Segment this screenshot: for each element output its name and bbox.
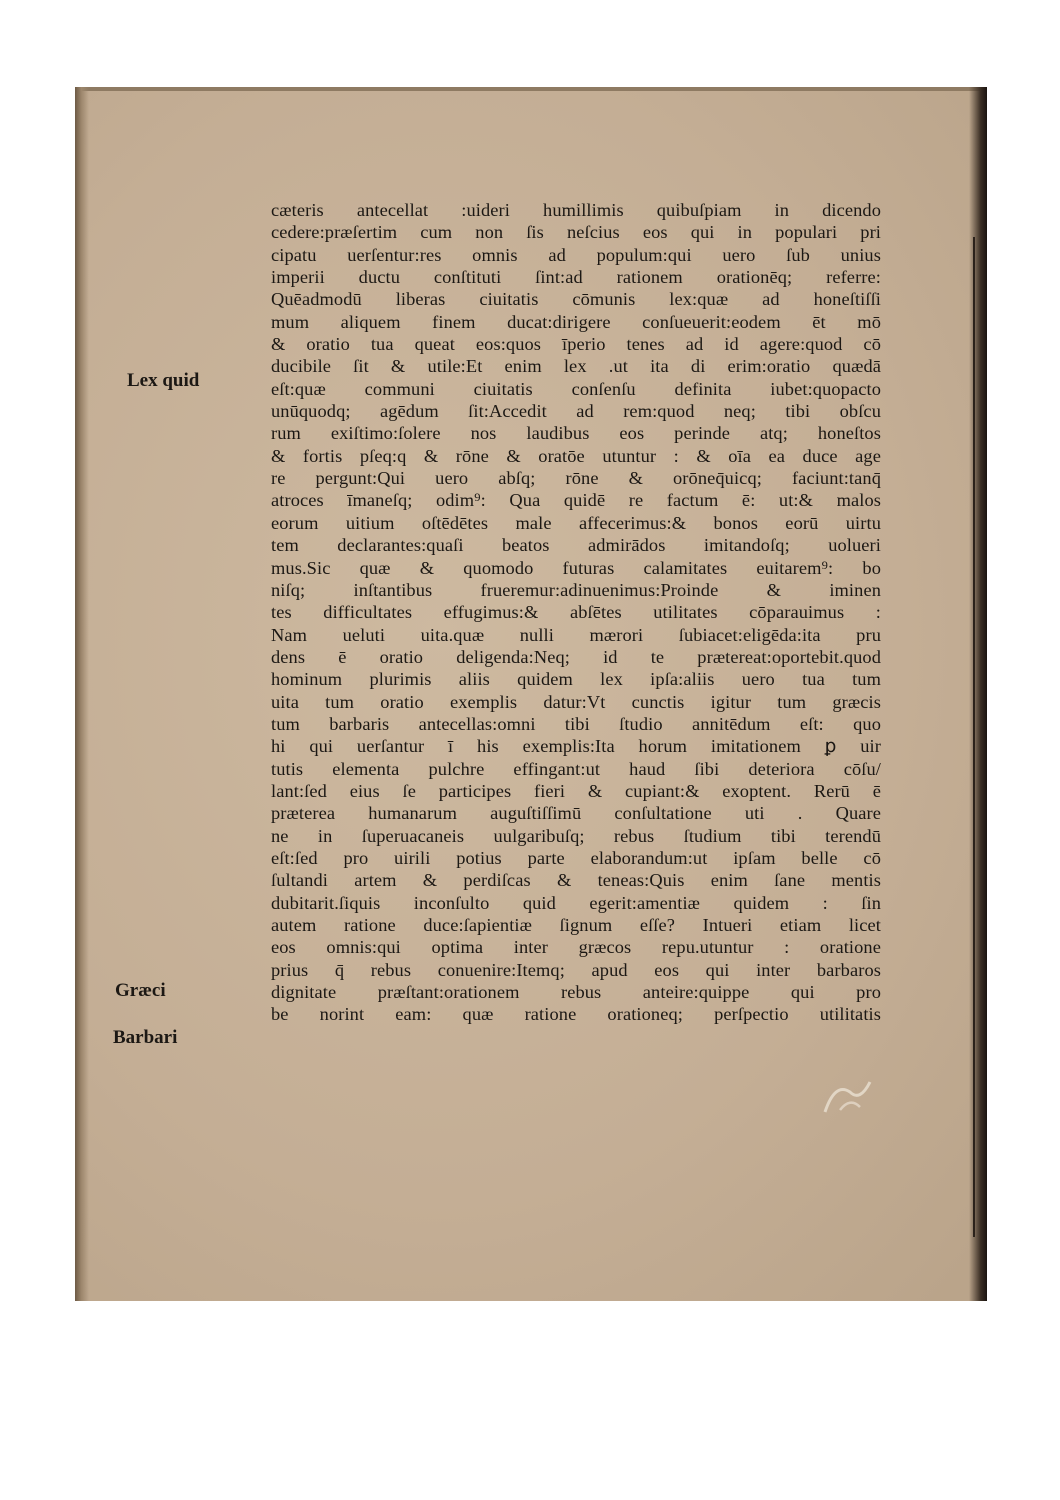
text-line: autem ratione duce:ſapientiæ ſignum eſſe? Intueri etiam licet (271, 915, 881, 935)
text-line: hominum plurimis aliis quidem lex ipſa:aliis uero tua tum (271, 669, 881, 690)
text-line: & oratio tua queat eos:quos īperio tenes ad id agere:quod cō (271, 334, 881, 355)
page-top-edge (75, 87, 987, 91)
text-line: re pergunt:Qui uero abſq; rōne & orōneq̄uicq; faciunt:tanq̄ (271, 468, 881, 489)
text-line: eos omnis:qui optima inter græcos repu.utuntur : oratione (271, 937, 881, 958)
text-line: hi qui uerſantur ī his exemplis:Ita horum imitationem ꝑ uir (271, 736, 881, 757)
text-line: tum barbaris antecellas:omni tibi ſtudio annitēdum eſt: quo (271, 713, 881, 734)
page-right-edge (969, 87, 987, 1301)
text-line: imperii ductu conſtituti ſint:ad rationem orationēq; referre: (271, 267, 881, 288)
text-line: Nam ueluti uita.quæ nulli mærori ſubiacet:eligēda:ita pru (271, 624, 881, 645)
binding-shadow (973, 237, 975, 1237)
text-line: be norint eam: quæ ratione orationeq; perſpectio utilitatis (271, 1004, 881, 1025)
text-line: mus.Sic quæ & quomodo futuras calamitates euitarem⁹: bo (271, 557, 881, 578)
text-line: uita tum oratio exemplis datur:Vt cunctis igitur tum græcis (271, 691, 881, 712)
text-line: atroces īmaneſq; odim⁹: Qua quidē re factum ē: ut:& malos (271, 490, 881, 511)
text-line: tes difficultates effugimus:& abſētes utilitates cōparauimus : (271, 602, 881, 623)
text-line: ne in ſuperuacaneis uulgaribuſq; rebus ſtudium tibi terendū (271, 825, 881, 846)
text-line: eſt:ſed pro uirili potius parte elaborandum:ut ipſam belle cō (271, 847, 881, 868)
text-line: eorum uitium oſtēdētes male affecerimus:& bonos eorū uirtu (271, 512, 881, 533)
book-page (75, 87, 987, 1301)
text-line: dubitarit.ſiquis inconſulto quid egerit:amentiæ quidem : ſin (271, 892, 881, 913)
text-line: cæteris antecellat :uideri humillimis quibuſpiam in dicendo (271, 200, 881, 220)
text-line: tutis elementa pulchre effingant:ut haud ſibi deteriora cōſu/ (271, 758, 881, 779)
margin-note-graeci: Græci (115, 980, 166, 1001)
text-line: prius q̄ rebus conuenire:Itemq; apud eos qui inter barbaros (271, 959, 881, 980)
margin-note-barbari: Barbari (113, 1027, 178, 1048)
text-line: cipatu uerſentur:res omnis ad populum:qui uero ſub unius (271, 244, 881, 265)
text-line: unūquodq; agēdum ſit:Accedit ad rem:quod neq; tibi obſcu (271, 401, 881, 422)
text-line: Quēadmodū liberas ciuitatis cōmunis lex:quæ ad honeſtiſſi (271, 289, 881, 310)
text-line: lant:ſed eius ſe participes fieri & cupiant:& exoptent. Rerū ē (271, 780, 881, 801)
text-line: & fortis pſeq:q & rōne & oratōe utuntur : & oīa ea duce age (271, 445, 881, 466)
text-line: ducibile ſit & utile:Et enim lex .ut ita di erim:oratio quædā (271, 356, 881, 377)
text-line: dignitate præſtant:orationem rebus anteire:quippe qui pro (271, 982, 881, 1003)
text-line: tem declarantes:quaſi beatos admirādos imitandoſq; uolueri (271, 535, 881, 556)
text-line: ſultandi artem & perdiſcas & teneas:Quis enim ſane mentis (271, 870, 881, 891)
page-left-edge (75, 87, 89, 1301)
body-text (271, 199, 881, 1026)
text-line: niſq; inſtantibus frueremur:adinuenimus:Proinde & iminen (271, 579, 881, 600)
text-line: rum exiſtimo:ſolere nos laudibus eos perinde atq; honeſtos (271, 423, 881, 444)
text-line: præterea humanarum auguſtiſſimū conſultatione uti . Quare (271, 803, 881, 824)
text-line: eſt:quæ communi ciuitatis conſenſu definita iubet:quopacto (271, 378, 881, 399)
margin-note-lex-quid: Lex quid (127, 370, 200, 391)
text-line: mum aliquem finem ducat:dirigere conſueuerit:eodem ēt mō (271, 311, 881, 332)
library-stamp-mark (815, 1072, 885, 1117)
text-line: dens ē oratio deligenda:Neq; id te prætereat:oportebit.quod (271, 646, 881, 667)
text-line: cedere:præſertim cum non ſis neſcius eos qui in populari pri (271, 222, 881, 243)
